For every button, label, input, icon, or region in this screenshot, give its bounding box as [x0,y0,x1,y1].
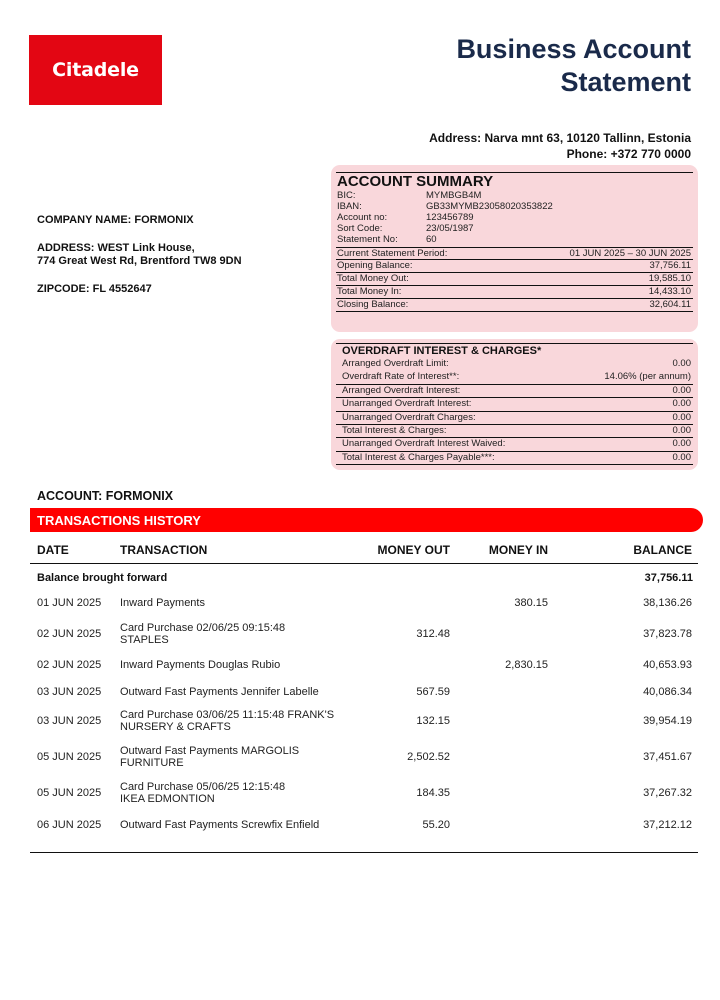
summary-label: Opening Balance: [337,260,413,271]
transaction-date: 03 JUN 2025 [37,715,102,727]
transaction-balance: 37,267.32 [643,787,692,799]
description-line-1: Inward Payments [120,597,205,609]
transaction-row [0,588,720,618]
summary-row [336,299,693,312]
title-line-2: Statement [560,67,691,97]
overdraft-label: Arranged Overdraft Interest: [342,384,461,396]
description-text [120,745,299,769]
transaction-money-out: 55.20 [422,819,450,831]
summary-row [336,286,693,299]
transaction-balance: 40,653.93 [643,659,692,671]
column-header-money-out: MONEY OUT [377,543,450,557]
meta-label: Sort Code: [337,223,383,234]
description-text [120,781,285,805]
bank-address: Address: Narva mnt 63, 10120 Tallinn, Estonia [429,131,691,145]
account-meta-row [336,223,693,234]
overdraft-value: 0.00 [672,384,691,396]
account-summary [336,172,693,312]
transaction-date: 05 JUN 2025 [37,787,102,799]
overdraft-row [336,412,693,425]
meta-value: GB33MYMB23058020353822 [426,201,553,212]
company-zipcode: ZIPCODE: FL 4552647 [37,283,152,295]
summary-label: Total Money Out: [337,273,409,284]
transaction-date: 02 JUN 2025 [37,628,102,640]
transaction-balance: 37,451.67 [643,751,692,763]
brought-forward-label: Balance brought forward [37,572,168,584]
overdraft-row [336,452,693,465]
meta-label: IBAN: [337,201,362,212]
transaction-balance: 39,954.19 [643,715,692,727]
transaction-row [0,706,720,736]
overdraft-title: OVERDRAFT INTEREST & CHARGES* [342,345,542,357]
transaction-description [120,588,350,618]
transaction-description [120,706,350,736]
summary-row [336,260,693,273]
account-meta-row [336,190,693,201]
table-header-divider [30,563,698,564]
transaction-description [120,778,350,808]
overdraft-value: 0.00 [672,411,691,423]
summary-row [336,247,693,260]
overdraft-row [336,385,693,398]
summary-value: 01 JUN 2025 – 30 JUN 2025 [569,248,691,259]
overdraft-value: 0.00 [672,438,691,450]
transaction-money-out: 132.15 [416,715,450,727]
transaction-row [0,619,720,649]
summary-value: 19,585.10 [648,273,691,284]
summary-row [336,273,693,286]
overdraft-label: Total Interest & Charges: [342,424,447,436]
transaction-description [120,810,350,840]
bank-phone: Phone: +372 770 0000 [566,147,691,161]
bank-logo [29,35,162,105]
transaction-balance: 37,823.78 [643,628,692,640]
overdraft-row [336,371,693,384]
description-line-1: Outward Fast Payments Screwfix Enfield [120,819,320,831]
overdraft-label: Unarranged Overdraft Interest: [342,398,472,410]
transaction-money-out: 2,502.52 [407,751,450,763]
transaction-row [0,742,720,772]
transaction-row [0,677,720,707]
description-text [120,686,319,698]
summary-value: 32,604.11 [649,299,691,310]
overdraft-value: 0.00 [672,398,691,410]
account-summary-table [336,247,693,312]
account-label: ACCOUNT: FORMONIX [37,489,174,503]
overdraft-value: 0.00 [672,451,691,463]
transaction-money-out: 312.48 [416,628,450,640]
transaction-row [0,778,720,808]
overdraft-section [336,343,693,465]
transaction-description [120,742,350,772]
overdraft-label: Overdraft Rate of Interest**: [342,371,460,383]
company-address [37,242,242,268]
description-line-2: STAPLES [120,634,169,646]
transactions-header-bar [30,508,703,532]
transaction-date: 01 JUN 2025 [37,597,102,609]
column-header-date: DATE [37,543,69,557]
overdraft-row [336,425,693,438]
account-summary-panel [331,165,698,332]
transactions-title: TRANSACTIONS HISTORY [37,513,201,528]
column-header-transaction: TRANSACTION [120,543,208,557]
transaction-balance: 40,086.34 [643,686,692,698]
description-line-2: NURSERY & CRAFTS [120,721,231,733]
meta-value: 60 [426,234,437,245]
transaction-date: 06 JUN 2025 [37,819,102,831]
meta-label: BIC: [337,190,356,201]
brought-forward-value: 37,756.11 [644,572,693,584]
transaction-date: 03 JUN 2025 [37,686,102,698]
company-address-line-1: ADDRESS: WEST Link House, [37,242,195,254]
overdraft-value: 0.00 [672,358,691,369]
overdraft-label: Arranged Overdraft Limit: [342,358,449,369]
overdraft-value: 0.00 [672,424,691,436]
meta-label: Account no: [337,212,388,223]
account-meta-row [336,212,693,223]
overdraft-value: 14.06% (per annum) [604,371,691,383]
description-text [120,622,285,646]
description-line-1: Inward Payments Douglas Rubio [120,659,281,671]
overdraft-row [336,358,693,371]
transaction-description [120,677,350,707]
overdraft-row [336,398,693,411]
overdraft-label: Unarranged Overdraft Interest Waived: [342,438,506,450]
overdraft-label: Unarranged Overdraft Charges: [342,411,476,423]
transaction-money-in: 2,830.15 [505,659,548,671]
transaction-money-out: 567.59 [416,686,450,698]
overdraft-table [336,358,693,465]
transaction-date: 02 JUN 2025 [37,659,102,671]
transaction-row [0,650,720,680]
title-line-1: Business Account [456,34,691,64]
bank-logo-text: Citadele [52,59,139,81]
account-meta [336,190,693,245]
description-line-2: FURNITURE [120,757,184,769]
transaction-balance: 38,136.26 [643,597,692,609]
transaction-date: 05 JUN 2025 [37,751,102,763]
company-address-line-2: 774 Great West Rd, Brentford TW8 9DN [37,255,242,267]
transaction-money-in: 380.15 [514,597,548,609]
overdraft-panel [331,339,698,470]
description-line-1: Outward Fast Payments MARGOLIS [120,745,300,757]
meta-label: Statement No: [337,234,398,245]
summary-label: Closing Balance: [337,299,409,310]
description-line-1: Card Purchase 02/06/25 09:15:48 [120,622,286,634]
description-text [120,819,319,831]
transaction-description [120,619,350,649]
description-text [120,709,334,733]
transaction-description [120,650,350,680]
table-bottom-divider [30,852,698,853]
account-meta-row [336,234,693,245]
transaction-row [0,810,720,840]
meta-value: 123456789 [426,212,474,223]
description-line-1: Outward Fast Payments Jennifer Labelle [120,686,319,698]
summary-value: 37,756.11 [649,260,691,271]
bank-contact [331,130,691,162]
company-name: COMPANY NAME: FORMONIX [37,214,194,226]
overdraft-label: Total Interest & Charges Payable***: [342,451,495,463]
summary-value: 14,433.10 [648,286,691,297]
overdraft-row [336,438,693,451]
transaction-money-out: 184.35 [416,787,450,799]
meta-value: 23/05/1987 [426,223,474,234]
account-summary-title: ACCOUNT SUMMARY [337,173,494,190]
summary-label: Current Statement Period: [337,248,448,259]
summary-label: Total Money In: [337,286,402,297]
description-line-1: Card Purchase 03/06/25 11:15:48 FRANK'S [120,709,335,721]
document-title [391,33,691,99]
description-text [120,659,280,671]
transaction-balance: 37,212.12 [643,819,692,831]
column-header-money-in: MONEY IN [488,543,548,557]
description-text [120,597,205,609]
description-line-2: IKEA EDMONTION [120,793,215,805]
description-line-1: Card Purchase 05/06/25 12:15:48 [120,781,286,793]
account-meta-row [336,201,693,212]
column-header-balance: BALANCE [633,543,692,557]
meta-value: MYMBGB4M [426,190,482,201]
